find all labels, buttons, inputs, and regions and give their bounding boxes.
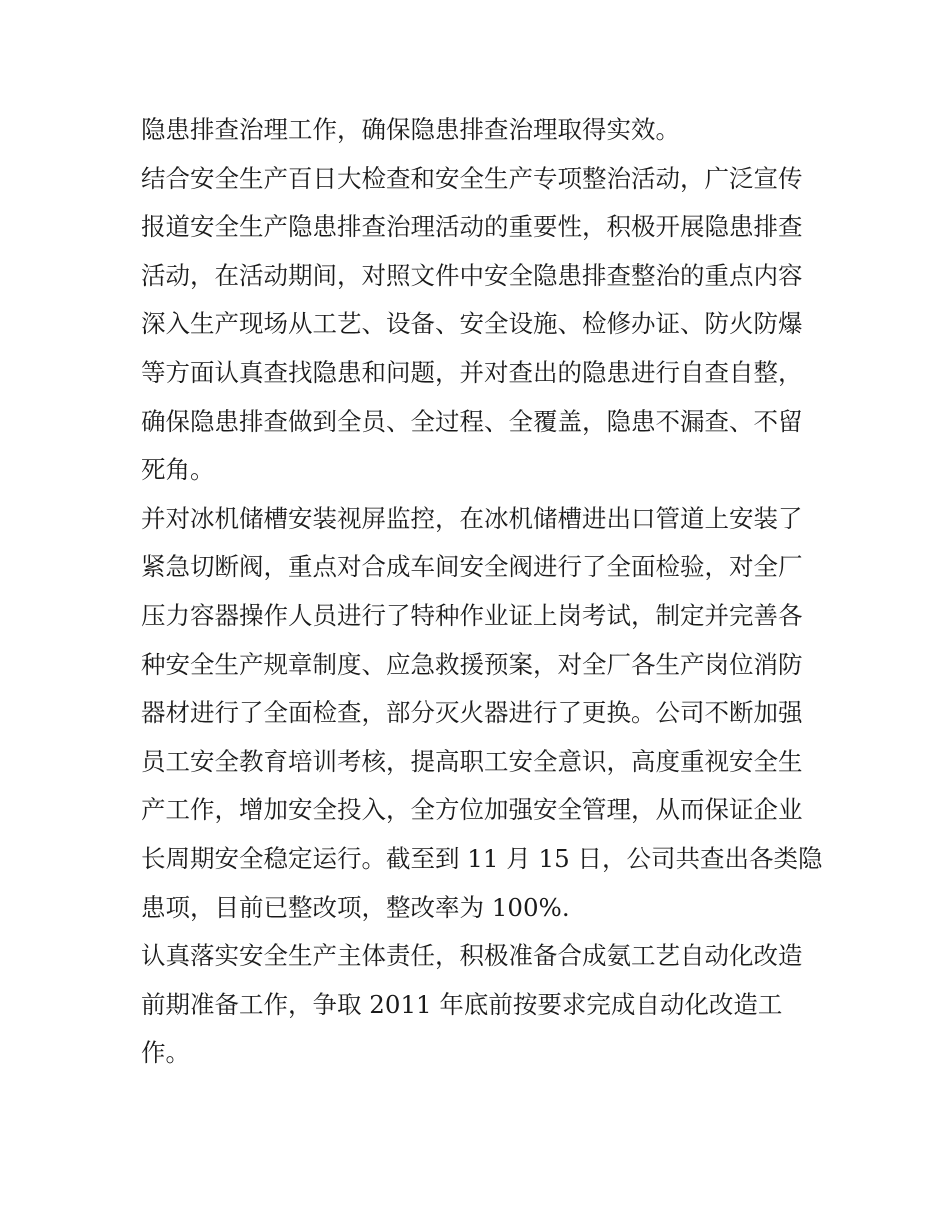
text-line: 报道安全生产隐患排查治理活动的重要性，积极开展隐患排查	[141, 212, 803, 242]
text-line: 等方面认真查找隐患和问题，并对查出的隐患进行自查自整，	[141, 357, 803, 387]
text-line: 前期准备工作，争取 2011 年底前按要求完成自动化改造工	[141, 989, 783, 1019]
text-line: 死角。	[141, 455, 215, 485]
text-line: 确保隐患排查做到全员、全过程、全覆盖，隐患不漏查、不留	[141, 406, 803, 436]
text-line: 并对冰机储槽安装视屏监控，在冰机储槽进出口管道上安装了	[141, 503, 803, 533]
text-line: 作。	[141, 1038, 190, 1068]
text-line: 长周期安全稳定运行。截至到 11 月 15 日，公司共查出各类隐	[141, 843, 823, 873]
text-line: 器材进行了全面检查，部分灭火器进行了更换。公司不断加强	[141, 698, 803, 728]
text-line: 认真落实安全生产主体责任，积极准备合成氨工艺自动化改造	[141, 941, 803, 971]
text-line: 患项，目前已整改项，整改率为 100%.	[141, 892, 570, 922]
text-line: 活动，在活动期间，对照文件中安全隐患排查整治的重点内容	[141, 260, 803, 290]
text-line: 结合安全生产百日大检查和安全生产专项整治活动，广泛宣传	[141, 163, 803, 193]
text-line: 产工作，增加安全投入，全方位加强安全管理，从而保证企业	[141, 795, 803, 825]
text-line: 员工安全教育培训考核，提高职工安全意识，高度重视安全生	[141, 746, 803, 776]
text-line: 种安全生产规章制度、应急救援预案，对全厂各生产岗位消防	[141, 649, 803, 679]
text-line: 深入生产现场从工艺、设备、安全设施、检修办证、防火防爆	[141, 309, 803, 339]
text-line: 压力容器操作人员进行了特种作业证上岗考试，制定并完善各	[141, 600, 803, 630]
body-text	[141, 106, 831, 1078]
text-line: 紧急切断阀，重点对合成车间安全阀进行了全面检验，对全厂	[141, 552, 803, 582]
text-line: 隐患排查治理工作，确保隐患排查治理取得实效。	[141, 115, 680, 144]
